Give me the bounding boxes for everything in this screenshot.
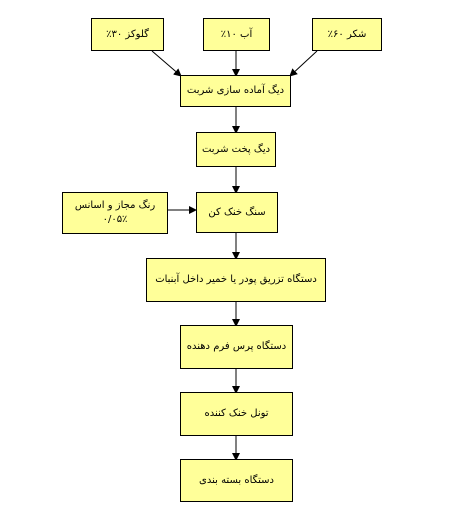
step-syrup-cook-label: دیگ پخت شربت xyxy=(201,143,271,155)
additive-line1: رنگ مجاز و اسانس xyxy=(74,200,156,211)
arrow-glucose-to-prep xyxy=(152,51,181,76)
step-press-box xyxy=(180,325,293,369)
input-glucose-box xyxy=(91,18,164,51)
input-sugar-label: شکر ۶۰٪ xyxy=(327,28,367,40)
step-syrup-prep-box xyxy=(180,75,291,107)
step-cooling-stone-label: سنگ خنک کن xyxy=(208,206,266,218)
additive-line2: ۰/۰۵٪ xyxy=(102,214,128,225)
input-water-box xyxy=(203,18,270,51)
step-packaging-label: دستگاه بسته بندی xyxy=(199,474,274,486)
input-sugar-box xyxy=(312,18,382,51)
additive-box xyxy=(62,192,168,234)
step-syrup-cook-box xyxy=(196,132,276,167)
step-cooling-tunnel-box xyxy=(180,392,293,436)
step-syrup-prep-label: دیگ آماده سازی شربت xyxy=(186,85,285,96)
step-packaging-box xyxy=(180,459,293,502)
input-water-label: آب ۱۰٪ xyxy=(220,28,253,40)
step-press-label: دستگاه پرس فرم دهنده xyxy=(186,341,287,352)
step-injection-label: دستگاه تزریق پودر یا خمیر داخل آبنبات xyxy=(155,274,317,285)
step-cooling-stone-box xyxy=(196,192,278,233)
arrow-sugar-to-prep xyxy=(290,51,317,76)
step-injection-box xyxy=(146,258,326,302)
step-cooling-tunnel-label: تونل خنک کننده xyxy=(204,408,269,419)
input-glucose-label: گلوکز ۳۰٪ xyxy=(106,28,149,40)
